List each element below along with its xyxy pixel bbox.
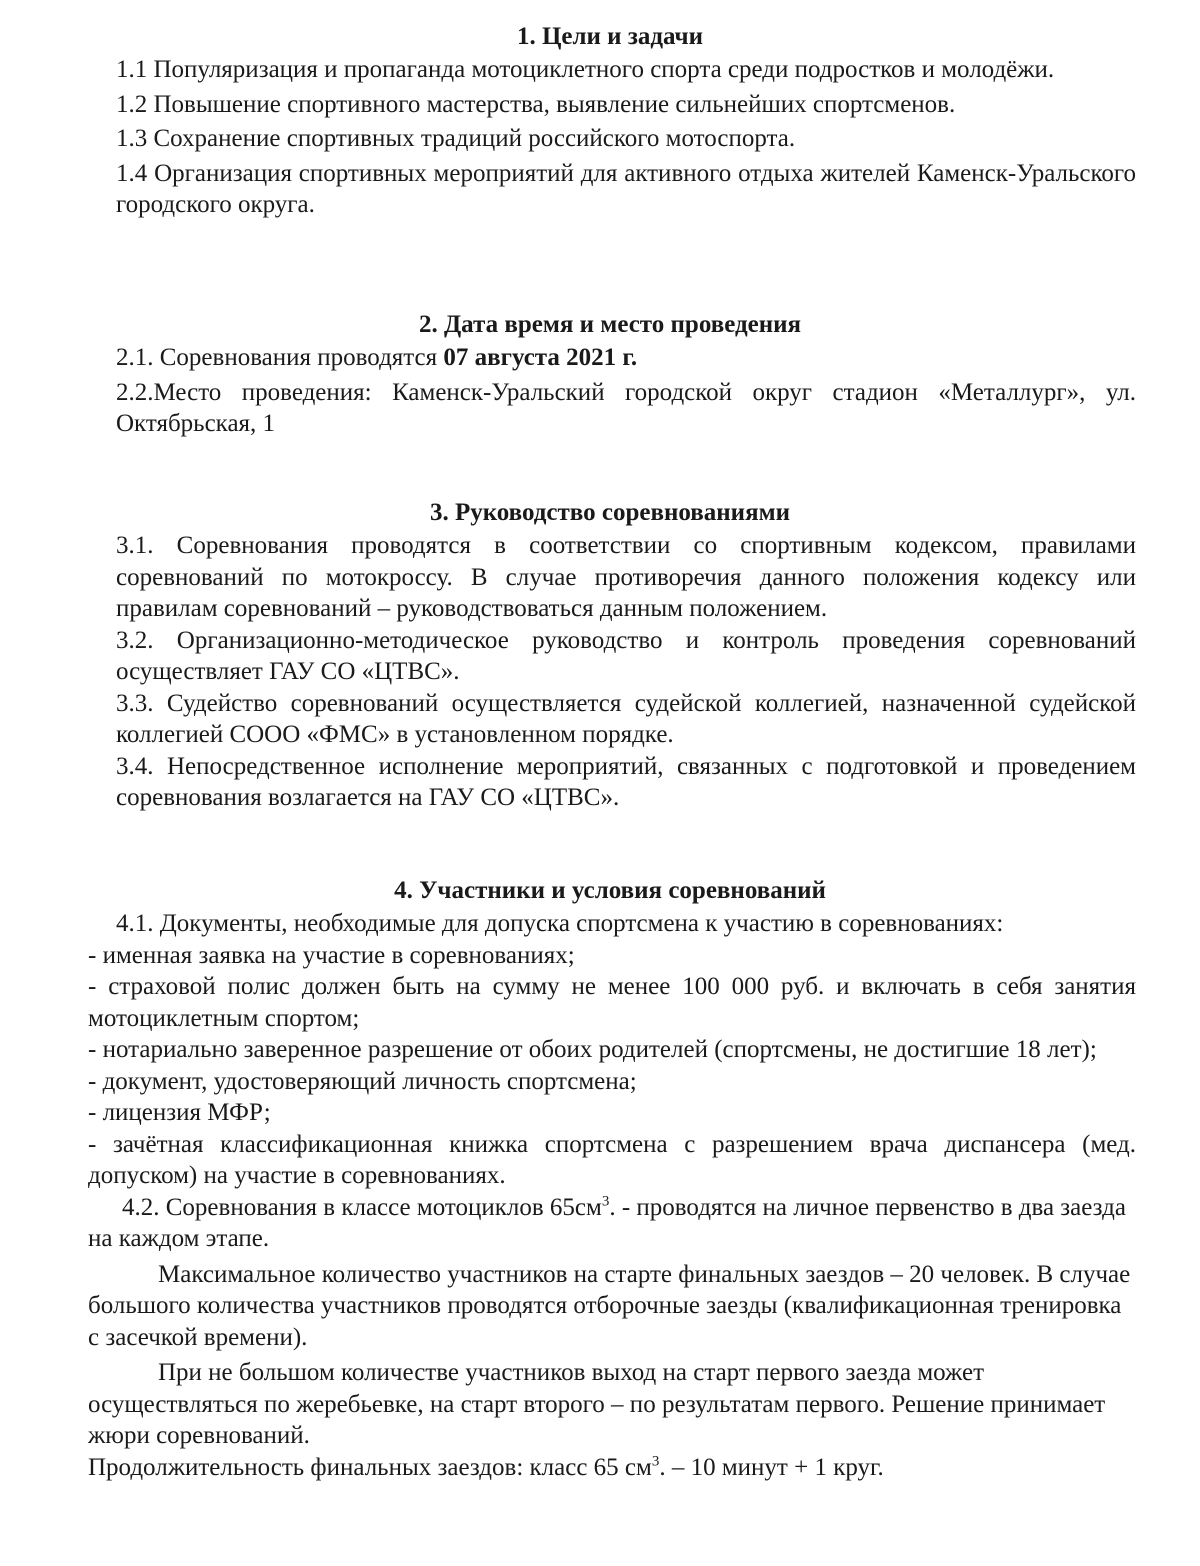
paragraph-2-1 [0, 342, 1200, 374]
paragraph-4-2 [0, 1192, 1200, 1255]
paragraph-2-1-text: 2.1. Соревнования проводятся [116, 344, 444, 371]
paragraph-max-participants: Максимальное количество участников на старте финальных заездов – 20 человек. В случае большого количества участников проводятся отборочные заезды (квалификационная тренировка с засечкой времени). [88, 1260, 1131, 1351]
paragraph-2-2: 2.2.Место проведения: Каменск-Уральский городской округ стадион «Металлург», ул. Октябрьская, 1 [116, 378, 1136, 437]
paragraph-1-2: 1.2 Повышение спортивного мастерства, выявление сильнейших спортсменов. [116, 90, 956, 118]
paragraph-3-4: 3.4. Непосредственное исполнение мероприятий, связанных с подготовкой и проведением соревнования возлагается на ГАУ СО «ЦТВС». [116, 752, 1136, 811]
paragraph-1-3: 1.3 Сохранение спортивных традиций российского мотоспорта. [116, 125, 796, 152]
list-item: - именная заявка на участие в соревнованиях; [88, 941, 575, 969]
section-2-heading: 2. Дата время и место проведения [418, 311, 802, 338]
paragraph-1-1: 1.1 Популяризация и пропаганда мотоциклетного спорта среди подростков и молодёжи. [116, 56, 1055, 83]
section-date-place [0, 309, 1200, 440]
paragraph-duration-text-b: . – 10 минут + 1 круг. [659, 1453, 884, 1481]
section-participants [0, 875, 1200, 1483]
paragraph-4-2-text-a: 4.2. Соревнования в классе мотоциклов 65см [122, 1193, 602, 1221]
list-item: - лицензия МФР; [88, 1099, 271, 1126]
paragraph-3-1: 3.1. Соревнования проводятся в соответствии со спортивным кодексом, правилами соревнований по мотокроссу. В случае противоречия данного положения кодексу или правилам соревнований – руководствоваться данным положением. [116, 532, 1136, 622]
section-4-heading: 4. Участники и условия соревнований [394, 877, 826, 904]
section-management [0, 497, 1200, 814]
list-item: - зачётная классификационная книжка спортсмена с разрешением врача диспансера (мед. допуском) на участие в соревнованиях. [88, 1130, 1136, 1189]
paragraph-3-3: 3.3. Судейство соревнований осуществляется судейской коллегией, назначенной судейской коллегией СООО «ФМС» в установленном порядке. [116, 689, 1136, 748]
list-item: - документ, удостоверяющий личность спортсмена; [88, 1067, 637, 1095]
section-1-heading: 1. Цели и задачи [516, 23, 704, 50]
paragraph-duration-text-a: Продолжительность финальных заездов: класс 65 см [88, 1453, 652, 1481]
section-3-heading: 3. Руководство соревнованиями [429, 499, 791, 526]
cubic-superscript: 3 [601, 1193, 610, 1210]
paragraph-4-1: 4.1. Документы, необходимые для допуска спортсмена к участию в соревнованиях: [116, 910, 1004, 937]
list-item: - нотариально заверенное разрешение от обоих родителей (спортсмены, не достигшие 18 лет); [88, 1036, 1097, 1063]
cubic-superscript: 3 [651, 1453, 660, 1470]
paragraph-1-4: 1.4 Организация спортивных мероприятий для активного отдыха жителей Каменск-Уральского городского округа. [116, 159, 1136, 218]
paragraph-3-2: 3.2. Организационно-методическое руководство и контроль проведения соревнований осуществляет ГАУ СО «ЦТВС». [116, 626, 1136, 685]
paragraph-4-2-text-b: . - проводятся на личное первенство в два заезда на каждом этапе. [88, 1193, 1126, 1252]
section-goals [0, 21, 1200, 221]
event-date: 07 августа 2021 г. [443, 344, 638, 371]
list-item: - страховой полис должен быть на сумму не менее 100 000 руб. и включать в себя занятия мотоциклетным спортом; [88, 973, 1136, 1032]
paragraph-few-participants: При не большом количестве участников выход на старт первого заезда может осуществляться по жеребьевке, на старт второго – по результатам первого. Решение принимает жюри соревнований. [88, 1359, 1106, 1449]
paragraph-duration [0, 1452, 1200, 1484]
